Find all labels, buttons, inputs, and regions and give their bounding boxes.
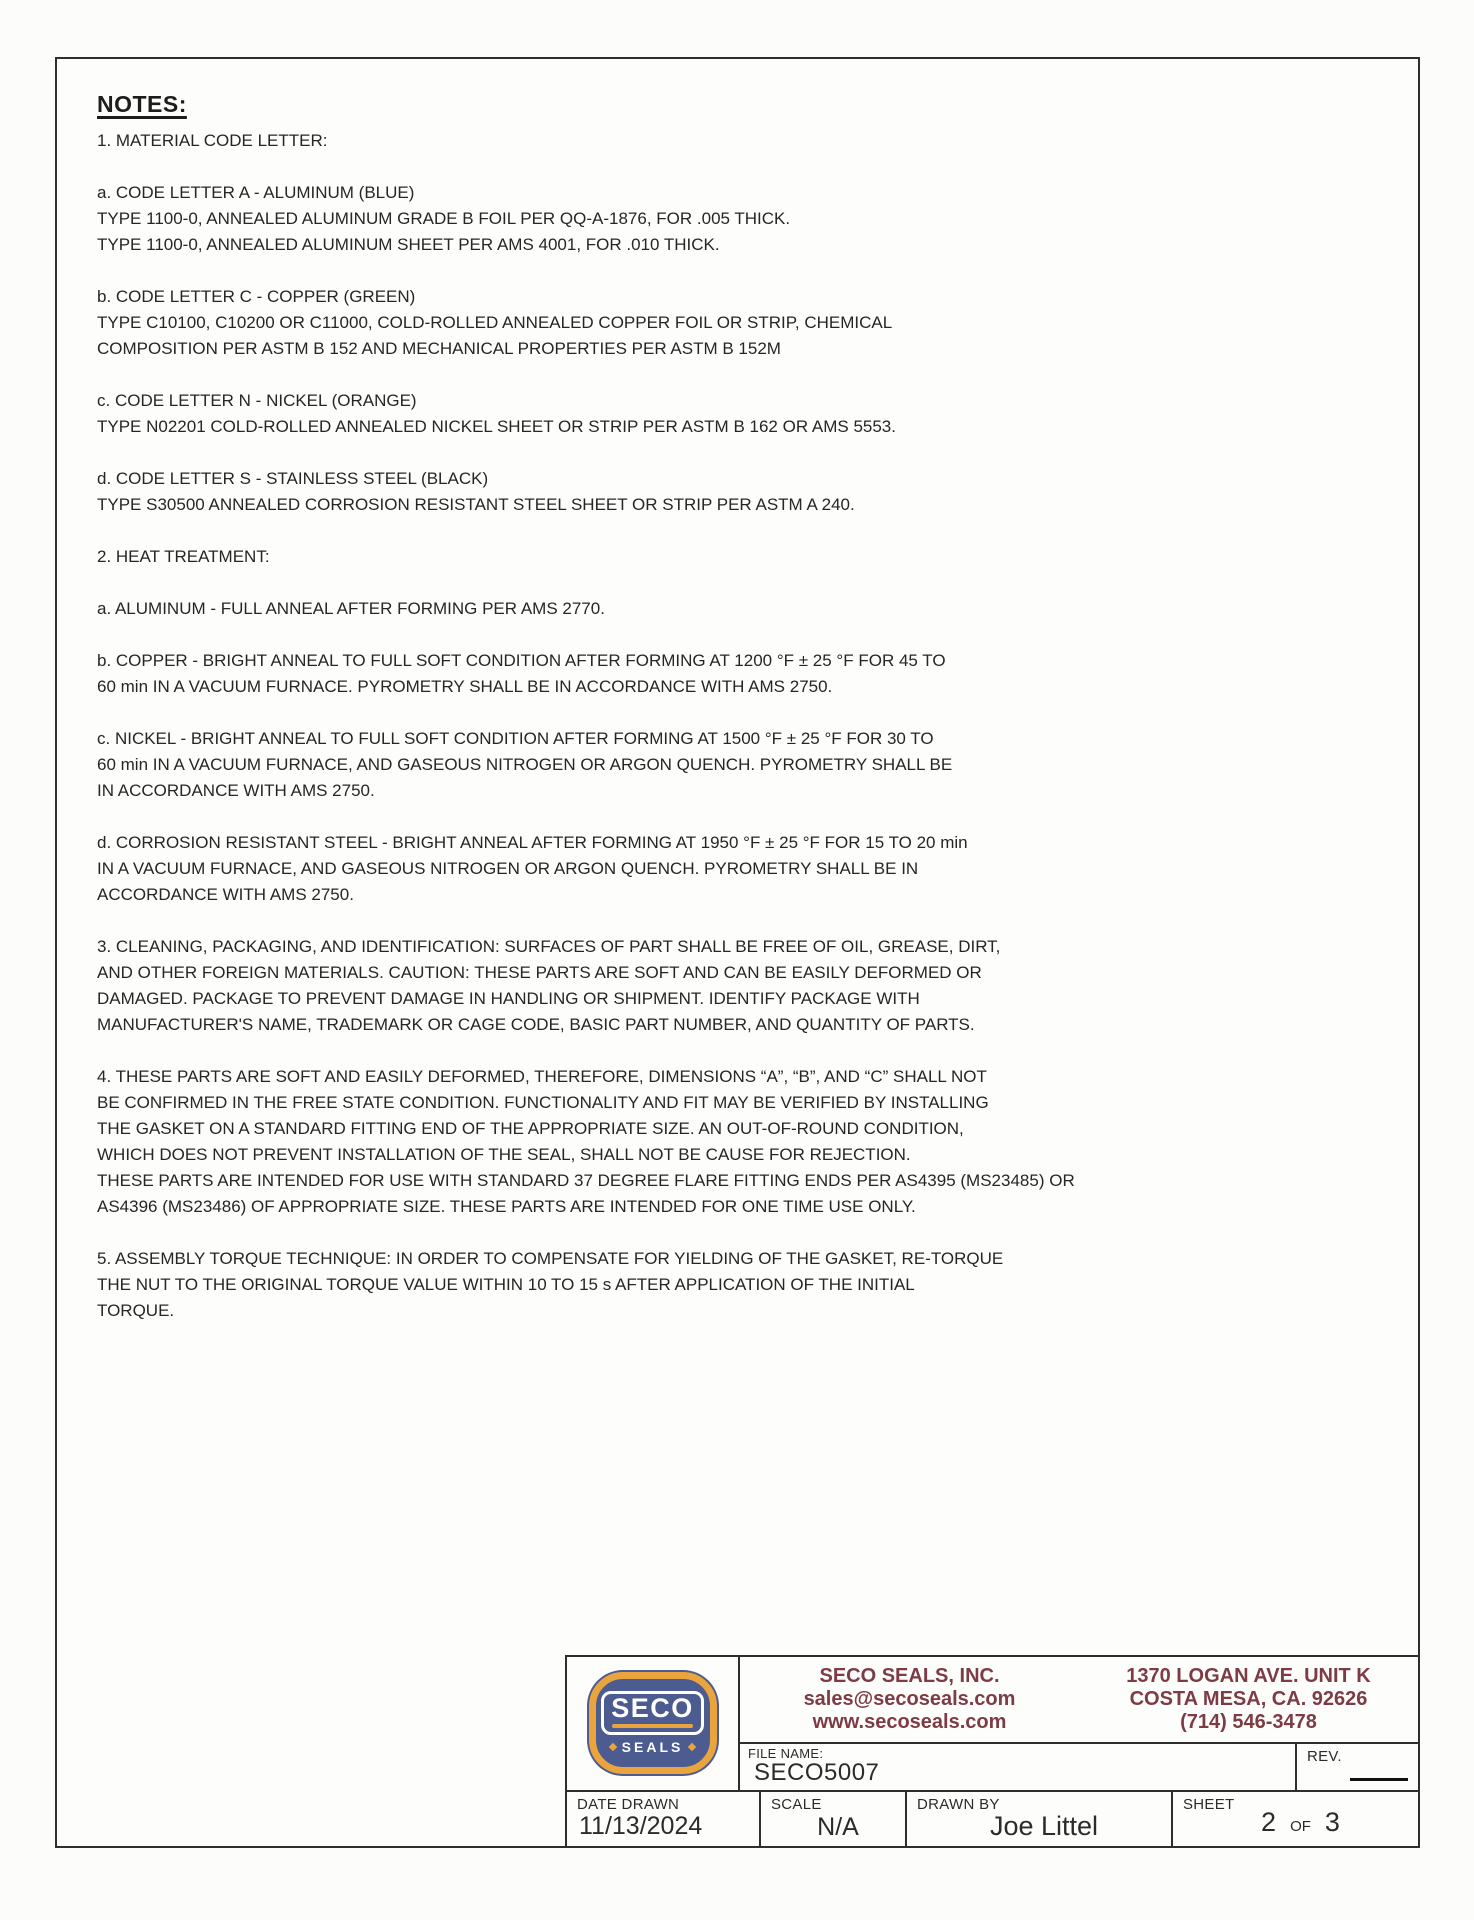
note-line: TYPE N02201 COLD-ROLLED ANNEALED NICKEL SHEET OR STRIP PER ASTM B 162 OR AMS 5553. [97, 417, 896, 436]
seco-logo [589, 1672, 717, 1774]
company-address-2: COSTA MESA, CA. 92626 [1129, 1688, 1368, 1710]
sheet-total: 3 [1324, 1806, 1340, 1837]
logo-wordmark: SECO [611, 1693, 694, 1724]
note-line: c. NICKEL - BRIGHT ANNEAL TO FULL SOFT CONDITION AFTER FORMING AT 1500 °F ± 25 °F FOR 30 TO [97, 729, 934, 748]
company-website: www.secoseals.com [812, 1711, 1007, 1733]
title-block-lower [567, 1790, 1418, 1846]
rev-cell [1295, 1744, 1418, 1790]
sheet-cell [1171, 1792, 1418, 1846]
company-email: sales@secoseals.com [803, 1688, 1016, 1710]
note-paragraph [97, 596, 1337, 622]
company-name: SECO SEALS, INC. [819, 1665, 1000, 1687]
logo-subtext-row [610, 1739, 696, 1755]
note-line: AND OTHER FOREIGN MATERIALS. CAUTION: THESE PARTS ARE SOFT AND CAN BE EASILY DEFORMED OR [97, 963, 982, 982]
company-contact-column [740, 1665, 1079, 1734]
note-paragraph [97, 180, 1337, 258]
scale-cell [759, 1792, 905, 1846]
company-address-column [1079, 1665, 1418, 1734]
note-line: TYPE C10100, C10200 OR C11000, COLD-ROLLED ANNEALED COPPER FOIL OR STRIP, CHEMICAL [97, 313, 893, 332]
note-line: THE NUT TO THE ORIGINAL TORQUE VALUE WITHIN 10 TO 15 s AFTER APPLICATION OF THE INITIAL [97, 1275, 915, 1294]
file-name-label: FILE NAME: [748, 1746, 824, 1761]
diamond-icon [688, 1743, 696, 1751]
note-line: d. CODE LETTER S - STAINLESS STEEL (BLACK) [97, 469, 489, 488]
logo-wordmark-box [601, 1691, 704, 1735]
note-paragraph [97, 466, 1337, 518]
note-line: IN ACCORDANCE WITH AMS 2750. [97, 781, 375, 800]
note-line: 5. ASSEMBLY TORQUE TECHNIQUE: IN ORDER TO COMPENSATE FOR YIELDING OF THE GASKET, RE-TORQUE [97, 1249, 1004, 1268]
rev-blank-line [1350, 1778, 1408, 1781]
note-line: DAMAGED. PACKAGE TO PREVENT DAMAGE IN HANDLING OR SHIPMENT. IDENTIFY PACKAGE WITH [97, 989, 920, 1008]
sheet-label: SHEET [1183, 1795, 1235, 1813]
note-paragraph [97, 726, 1337, 804]
notes-heading: NOTES: [97, 91, 187, 117]
drawn-by-label: DRAWN BY [917, 1795, 1000, 1813]
note-paragraph [97, 1064, 1337, 1220]
note-paragraph [97, 284, 1337, 362]
rev-label: REV. [1307, 1748, 1342, 1765]
note-paragraph [97, 544, 1337, 570]
note-line: COMPOSITION PER ASTM B 152 AND MECHANICAL PROPERTIES PER ASTM B 152M [97, 339, 781, 358]
note-line: TYPE S30500 ANNEALED CORROSION RESISTANT STEEL SHEET OR STRIP PER ASTM A 240. [97, 495, 855, 514]
note-line: TYPE 1100-0, ANNEALED ALUMINUM GRADE B FOIL PER QQ-A-1876, FOR .005 THICK. [97, 209, 791, 228]
note-line: 60 min IN A VACUUM FURNACE, AND GASEOUS NITROGEN OR ARGON QUENCH. PYROMETRY SHALL BE [97, 755, 953, 774]
note-line: BE CONFIRMED IN THE FREE STATE CONDITION. FUNCTIONALITY AND FIT MAY BE VERIFIED BY INSTALLING [97, 1093, 989, 1112]
sheet-number: 2 [1261, 1806, 1277, 1837]
drawn-by-cell [905, 1792, 1171, 1846]
company-info-cell [740, 1657, 1418, 1744]
note-paragraph [97, 934, 1337, 1038]
note-line: THESE PARTS ARE INTENDED FOR USE WITH STANDARD 37 DEGREE FLARE FITTING ENDS PER AS4395 (MS23485) OR [97, 1171, 1075, 1190]
note-line: ACCORDANCE WITH AMS 2750. [97, 885, 354, 904]
note-line: a. CODE LETTER A - ALUMINUM (BLUE) [97, 183, 415, 202]
note-paragraph [97, 1246, 1337, 1324]
title-block-upper [567, 1657, 1418, 1790]
logo-subtext: SEALS [621, 1739, 684, 1756]
drawing-frame [55, 57, 1420, 1848]
note-line: TYPE 1100-0, ANNEALED ALUMINUM SHEET PER AMS 4001, FOR .010 THICK. [97, 235, 720, 254]
logo-underline-bar [612, 1724, 693, 1728]
note-line: b. COPPER - BRIGHT ANNEAL TO FULL SOFT CONDITION AFTER FORMING AT 1200 °F ± 25 °F FOR 45 TO [97, 651, 946, 670]
note-line: 2. HEAT TREATMENT: [97, 547, 270, 566]
note-paragraph [97, 648, 1337, 700]
note-line: WHICH DOES NOT PREVENT INSTALLATION OF THE SEAL, SHALL NOT BE CAUSE FOR REJECTION. [97, 1145, 911, 1164]
note-line: b. CODE LETTER C - COPPER (GREEN) [97, 287, 416, 306]
date-drawn-value: 11/13/2024 [579, 1811, 703, 1840]
note-line: a. ALUMINUM - FULL ANNEAL AFTER FORMING PER AMS 2770. [97, 599, 605, 618]
note-line: 4. THESE PARTS ARE SOFT AND EASILY DEFORMED, THEREFORE, DIMENSIONS “A”, “B”, AND “C” SHALL NOT [97, 1067, 987, 1086]
note-line: d. CORROSION RESISTANT STEEL - BRIGHT ANNEAL AFTER FORMING AT 1950 °F ± 25 °F FOR 15 TO 20 min [97, 833, 968, 852]
company-phone: (714) 546-3478 [1180, 1711, 1317, 1733]
note-line: IN A VACUUM FURNACE, AND GASEOUS NITROGEN OR ARGON QUENCH. PYROMETRY SHALL BE IN [97, 859, 919, 878]
note-line: MANUFACTURER'S NAME, TRADEMARK OR CAGE CODE, BASIC PART NUMBER, AND QUANTITY OF PARTS. [97, 1015, 975, 1034]
date-drawn-cell [567, 1792, 759, 1846]
note-paragraph [97, 128, 1337, 154]
drawn-by-value: Joe Littel [989, 1810, 1099, 1841]
logo-cell [567, 1657, 740, 1790]
note-line: TORQUE. [97, 1301, 175, 1320]
sheet-of-label: OF [1290, 1817, 1311, 1835]
note-paragraph [97, 388, 1337, 440]
scale-label: SCALE [771, 1795, 822, 1813]
note-line: THE GASKET ON A STANDARD FITTING END OF THE APPROPRIATE SIZE. AN OUT-OF-ROUND CONDITION, [97, 1119, 964, 1138]
title-block [565, 1655, 1418, 1846]
title-block-right [740, 1657, 1418, 1790]
file-row [740, 1744, 1418, 1790]
note-line: AS4396 (MS23486) OF APPROPRIATE SIZE. THESE PARTS ARE INTENDED FOR ONE TIME USE ONLY. [97, 1197, 916, 1216]
file-name-value: SECO5007 [754, 1759, 880, 1786]
notes-section [97, 91, 1337, 1350]
date-drawn-label: DATE DRAWN [577, 1795, 680, 1813]
note-line: 3. CLEANING, PACKAGING, AND IDENTIFICATION: SURFACES OF PART SHALL BE FREE OF OIL, GREASE, DIRT, [97, 937, 1001, 956]
diamond-icon [608, 1743, 616, 1751]
note-paragraph [97, 830, 1337, 908]
note-line: 1. MATERIAL CODE LETTER: [97, 131, 328, 150]
company-address-1: 1370 LOGAN AVE. UNIT K [1126, 1665, 1371, 1687]
note-line: 60 min IN A VACUUM FURNACE. PYROMETRY SHALL BE IN ACCORDANCE WITH AMS 2750. [97, 677, 833, 696]
notes-paragraphs [97, 128, 1337, 1324]
scale-value: N/A [817, 1812, 859, 1841]
file-name-cell [740, 1744, 1295, 1790]
note-line: c. CODE LETTER N - NICKEL (ORANGE) [97, 391, 417, 410]
